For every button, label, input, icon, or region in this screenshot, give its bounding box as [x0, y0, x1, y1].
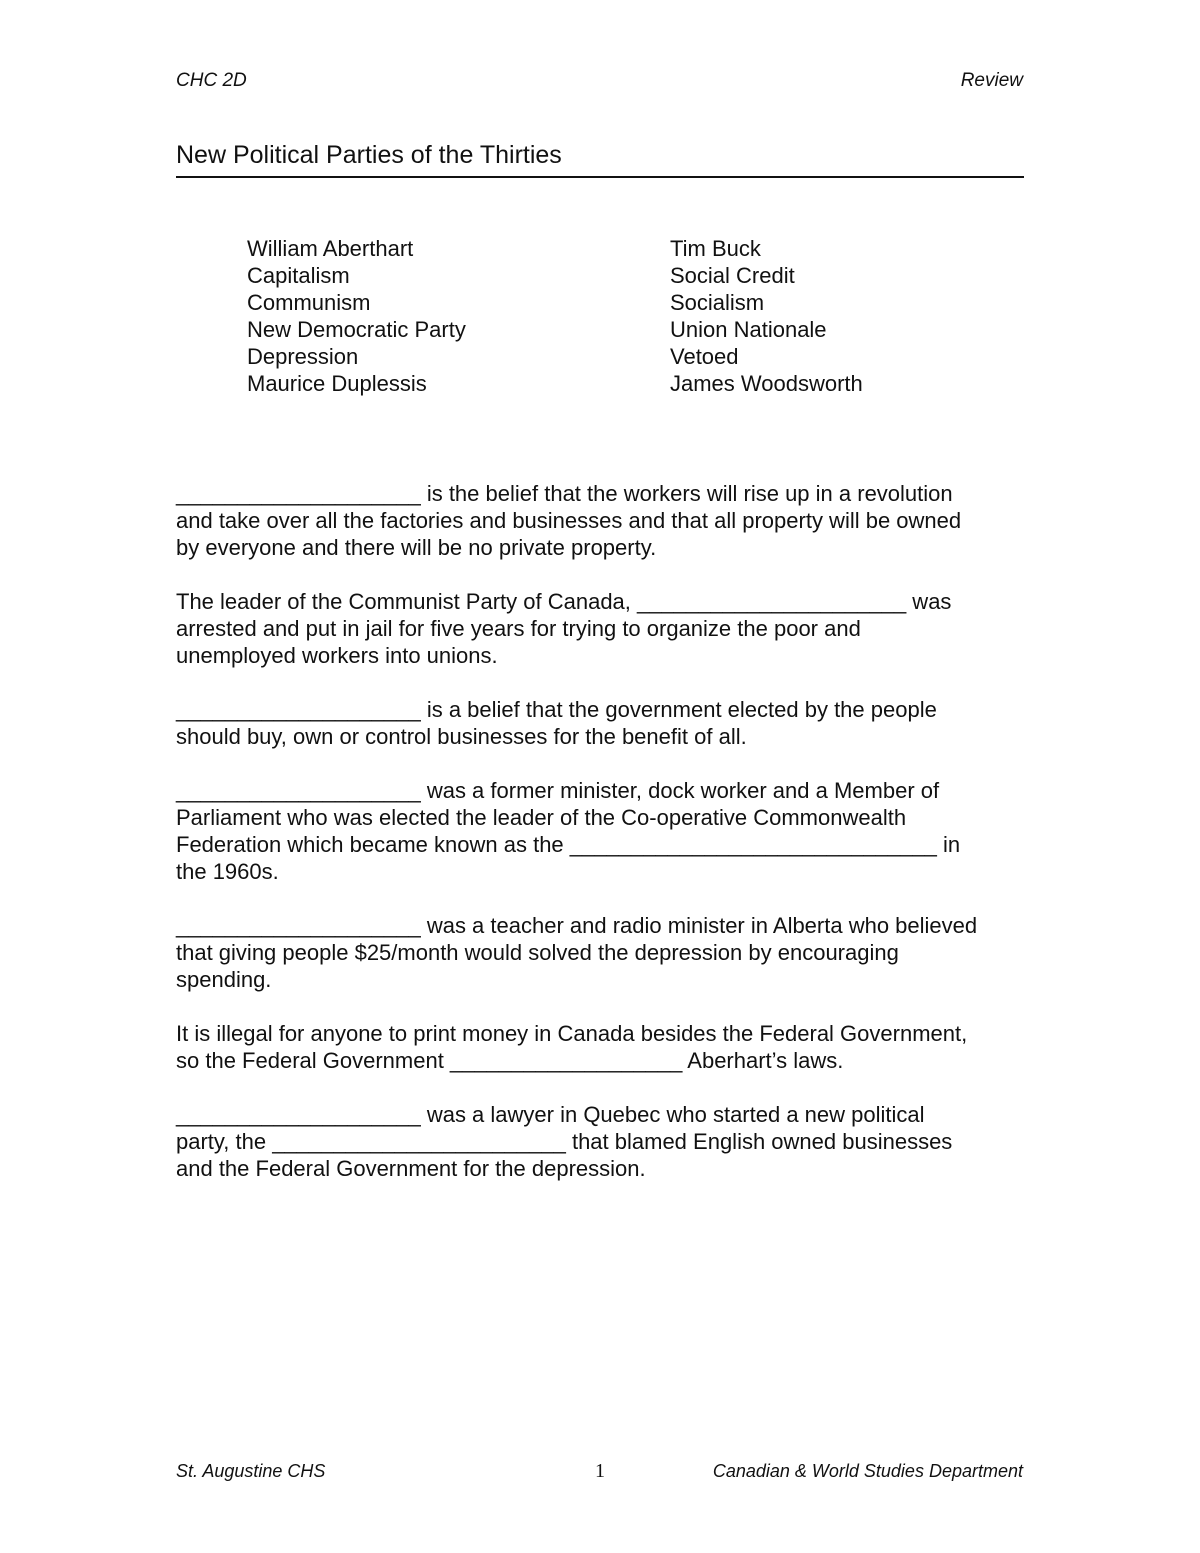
footer-department: Canadian & World Studies Department [712, 1461, 1023, 1481]
question-social-credit-leader [176, 912, 1036, 993]
page-number: 1 [595, 1460, 605, 1482]
question-ccf-leader [176, 777, 1036, 885]
question-socialism [176, 696, 1036, 750]
word-bank-term: Depression [247, 344, 359, 369]
question-line: Parliament who was elected the leader of the Co-operative Commonwealth [176, 805, 907, 830]
header-type: Review [960, 70, 1023, 91]
word-bank-term: Vetoed [670, 344, 739, 369]
question-line: It is illegal for anyone to print money in Canada besides the Federal Government, [176, 1021, 968, 1046]
question-line: that giving people $25/month would solved the depression by encouraging [176, 940, 899, 965]
question-line: ____________________ is the belief that the workers will rise up in a revolution [176, 481, 953, 506]
question-line: party, the ________________________ that blamed English owned businesses [176, 1129, 953, 1154]
question-line: ____________________ was a lawyer in Quebec who started a new political [176, 1102, 925, 1127]
question-quebec-lawyer [176, 1101, 1036, 1182]
question-line: the 1960s. [176, 859, 279, 884]
question-line: ____________________ was a teacher and radio minister in Alberta who believed [176, 913, 978, 938]
question-line: Federation which became known as the ______________________________ in [176, 832, 961, 857]
question-vetoed [176, 1020, 1036, 1074]
question-line: spending. [176, 967, 272, 992]
word-bank-term: Capitalism [247, 263, 350, 288]
question-line: and the Federal Government for the depression. [176, 1156, 646, 1181]
question-line: unemployed workers into unions. [176, 643, 498, 668]
question-line: arrested and put in jail for five years for trying to organize the poor and [176, 616, 861, 641]
word-bank-term: Tim Buck [670, 236, 761, 261]
word-bank-term: New Democratic Party [247, 317, 466, 342]
header-course: CHC 2D [176, 70, 247, 91]
word-bank-right [670, 235, 863, 397]
question-line: so the Federal Government ___________________ Aberhart’s laws. [176, 1048, 844, 1073]
question-line: and take over all the factories and businesses and that all property will be owned [176, 508, 962, 533]
question-communism [176, 480, 1036, 561]
word-bank-term: James Woodsworth [670, 371, 863, 396]
page-title: New Political Parties of the Thirties [176, 141, 1024, 178]
question-line: ____________________ is a belief that the government elected by the people [176, 697, 937, 722]
word-bank-term: Socialism [670, 290, 765, 315]
word-bank-term: Maurice Duplessis [247, 371, 427, 396]
footer-school: St. Augustine CHS [176, 1461, 326, 1481]
word-bank-term: Communism [247, 290, 371, 315]
question-communist-leader [176, 588, 1036, 669]
question-line: by everyone and there will be no private property. [176, 535, 657, 560]
fill-in-questions [176, 480, 1036, 1209]
question-line: should buy, own or control businesses for the benefit of all. [176, 724, 747, 749]
question-line: The leader of the Communist Party of Canada, ______________________ was [176, 589, 952, 614]
word-bank-term: Social Credit [670, 263, 795, 288]
question-line: ____________________ was a former minister, dock worker and a Member of [176, 778, 940, 803]
word-bank-left [247, 235, 466, 397]
word-bank-term: Union Nationale [670, 317, 827, 342]
word-bank-term: William Aberthart [247, 236, 414, 261]
